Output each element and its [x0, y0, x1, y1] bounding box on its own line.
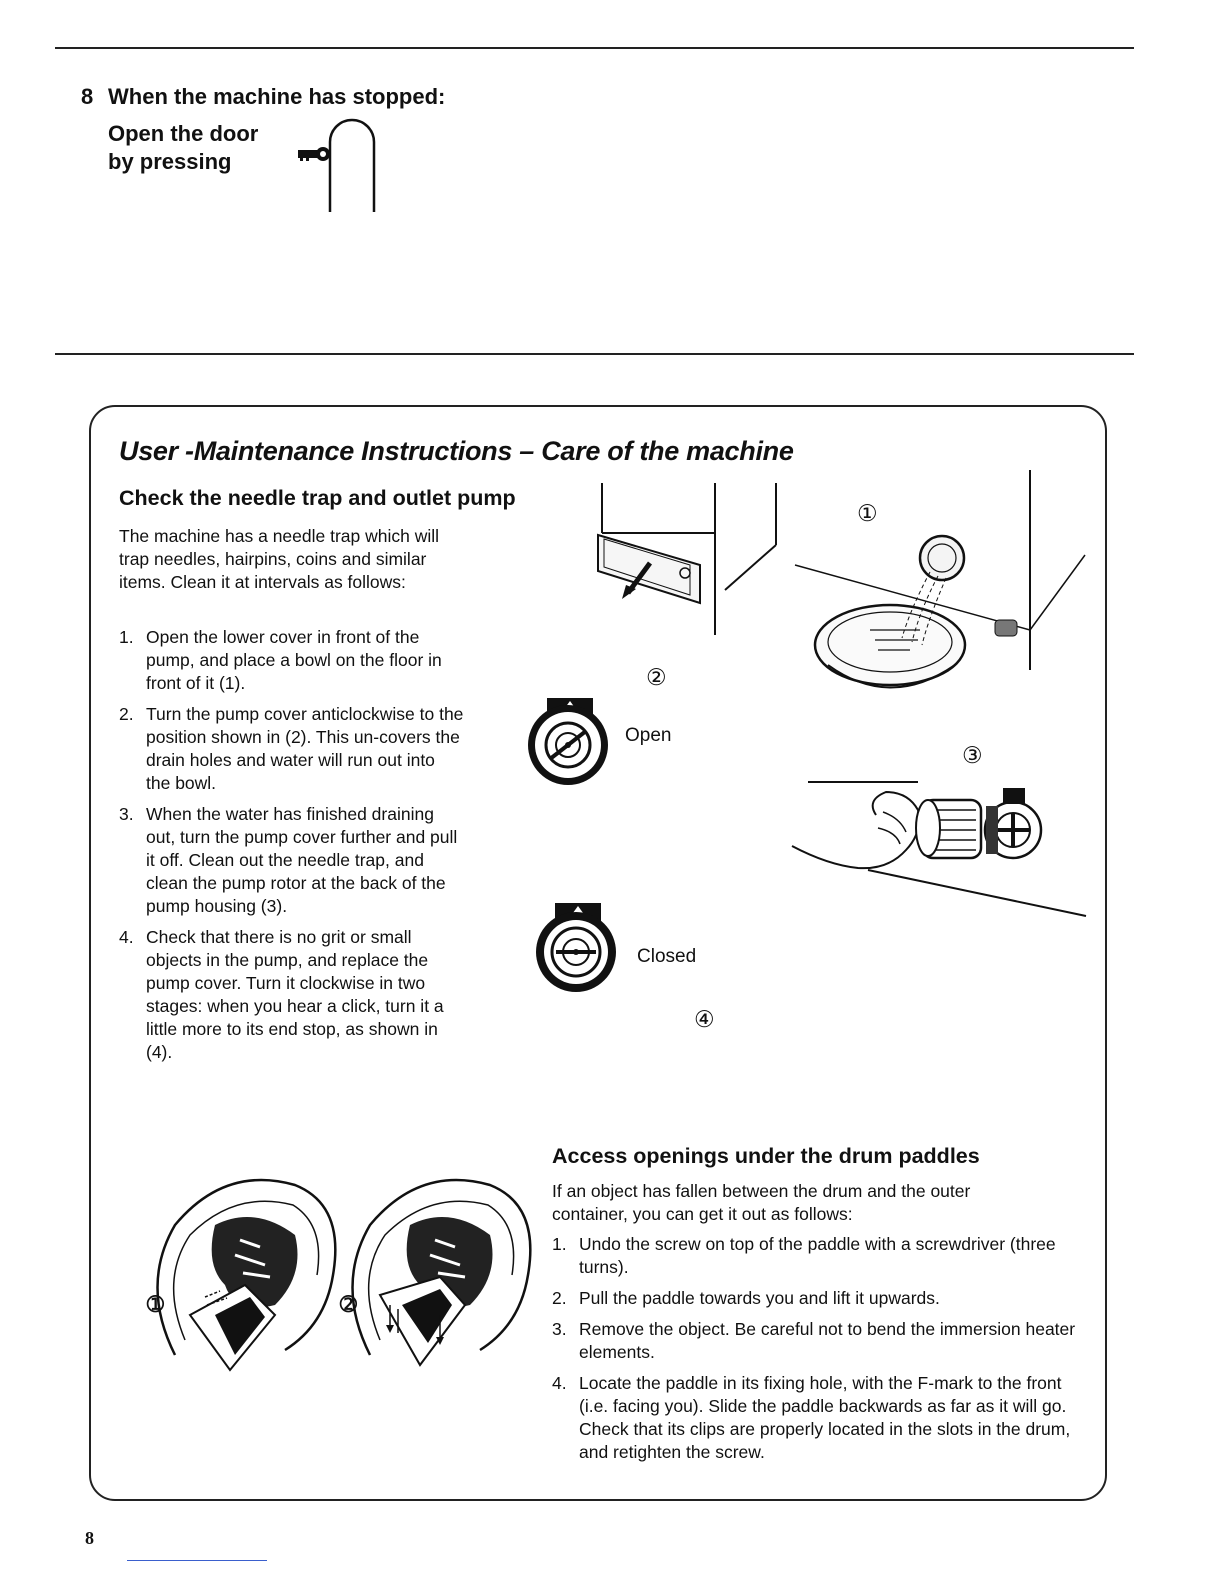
drum-paddle-illustration-1 [145, 1165, 345, 1375]
closed-label: Closed [637, 946, 697, 967]
needle-trap-intro: The machine has a needle trap which will trap needles, hairpins, coins and similar items. Clean it at intervals as follows: [119, 526, 440, 592]
step-num: 3. [552, 1319, 567, 1339]
drum-mark-2: ➁ [340, 1294, 357, 1316]
needle-trap-heading: Check the needle trap and outlet pump [119, 486, 516, 510]
step-text: Pull the paddle towards you and lift it upwards. [579, 1288, 940, 1308]
footer-line [127, 1560, 267, 1561]
drum-mark-1: ➀ [147, 1294, 164, 1316]
list-item [552, 1372, 1077, 1464]
list-item [119, 626, 464, 695]
list-item [119, 803, 464, 918]
step-text: When the water has finished draining out, turn the pump cover further and pull it off. Clean out the needle trap, and clean the pump rotor at the back of the pump housing (3). [146, 804, 458, 916]
step-text: Remove the object. Be careful not to bend the immersion heater elements. [579, 1319, 1076, 1362]
step-text: Locate the paddle in its fixing hole, with the F-mark to the front (i.e. facing you). Slide the paddle backwards as far as it will go. Check that its clips are properly located in the slots in the drum, and retighten the screw. [579, 1373, 1071, 1462]
lower-cover-illustration [590, 475, 790, 645]
needle-trap-steps [119, 626, 464, 1072]
bowl-illustration [790, 470, 1090, 710]
top-divider [55, 47, 1134, 49]
section-divider [55, 353, 1134, 355]
pump-cover-open-icon [520, 693, 620, 793]
figure-label-1: ① [857, 500, 878, 526]
drum-paddles-heading: Access openings under the drum paddles [552, 1144, 980, 1168]
door-line-2: by pressing [108, 149, 232, 174]
drum-paddles-intro: If an object has fallen between the drum and the outer container, you can get it out as follows: [552, 1181, 971, 1224]
open-label: Open [625, 725, 672, 746]
list-item [119, 926, 464, 1064]
figure-label-2: ② [646, 664, 667, 690]
figure-label-4: ④ [694, 1006, 715, 1032]
step-num: 4. [552, 1373, 567, 1393]
step-text: Undo the screw on top of the paddle with a screwdriver (three turns). [579, 1234, 1056, 1277]
page-number: 8 [85, 1528, 94, 1548]
step-num: 2. [119, 704, 134, 724]
step-num: 2. [552, 1288, 567, 1308]
step-text: Open the lower cover in front of the pump, and place a bowl on the floor in front of it (1). [146, 627, 442, 693]
step-num: 3. [119, 804, 134, 824]
maintenance-title: User -Maintenance Instructions – Care of the machine [119, 436, 794, 466]
step-title: When the machine has stopped: [108, 84, 446, 109]
door-line-1: Open the door [108, 121, 259, 146]
door-key-icon [290, 112, 380, 216]
list-item [552, 1318, 1077, 1364]
figure-label-3: ③ [962, 742, 983, 768]
drum-paddles-steps [552, 1233, 1077, 1472]
step-num: 1. [119, 627, 134, 647]
list-item [552, 1287, 1077, 1310]
pump-cover-closed-icon [528, 898, 628, 998]
drum-paddle-illustration-2 [340, 1165, 540, 1375]
door-instruction [108, 120, 258, 176]
step-num: 4. [119, 927, 134, 947]
step-num: 1. [552, 1234, 567, 1254]
pump-removal-illustration [788, 770, 1088, 920]
step-number: 8 [81, 84, 94, 109]
list-item [119, 703, 464, 795]
step-text: Turn the pump cover anticlockwise to the position shown in (2). This un-covers the drain holes and water will run out into the bowl. [146, 704, 464, 793]
step-text: Check that there is no grit or small objects in the pump, and replace the pump cover. Turn it clockwise in two stages: when you hear a click, turn it a little more to its end stop, as shown in (4). [146, 927, 444, 1062]
list-item [552, 1233, 1077, 1279]
